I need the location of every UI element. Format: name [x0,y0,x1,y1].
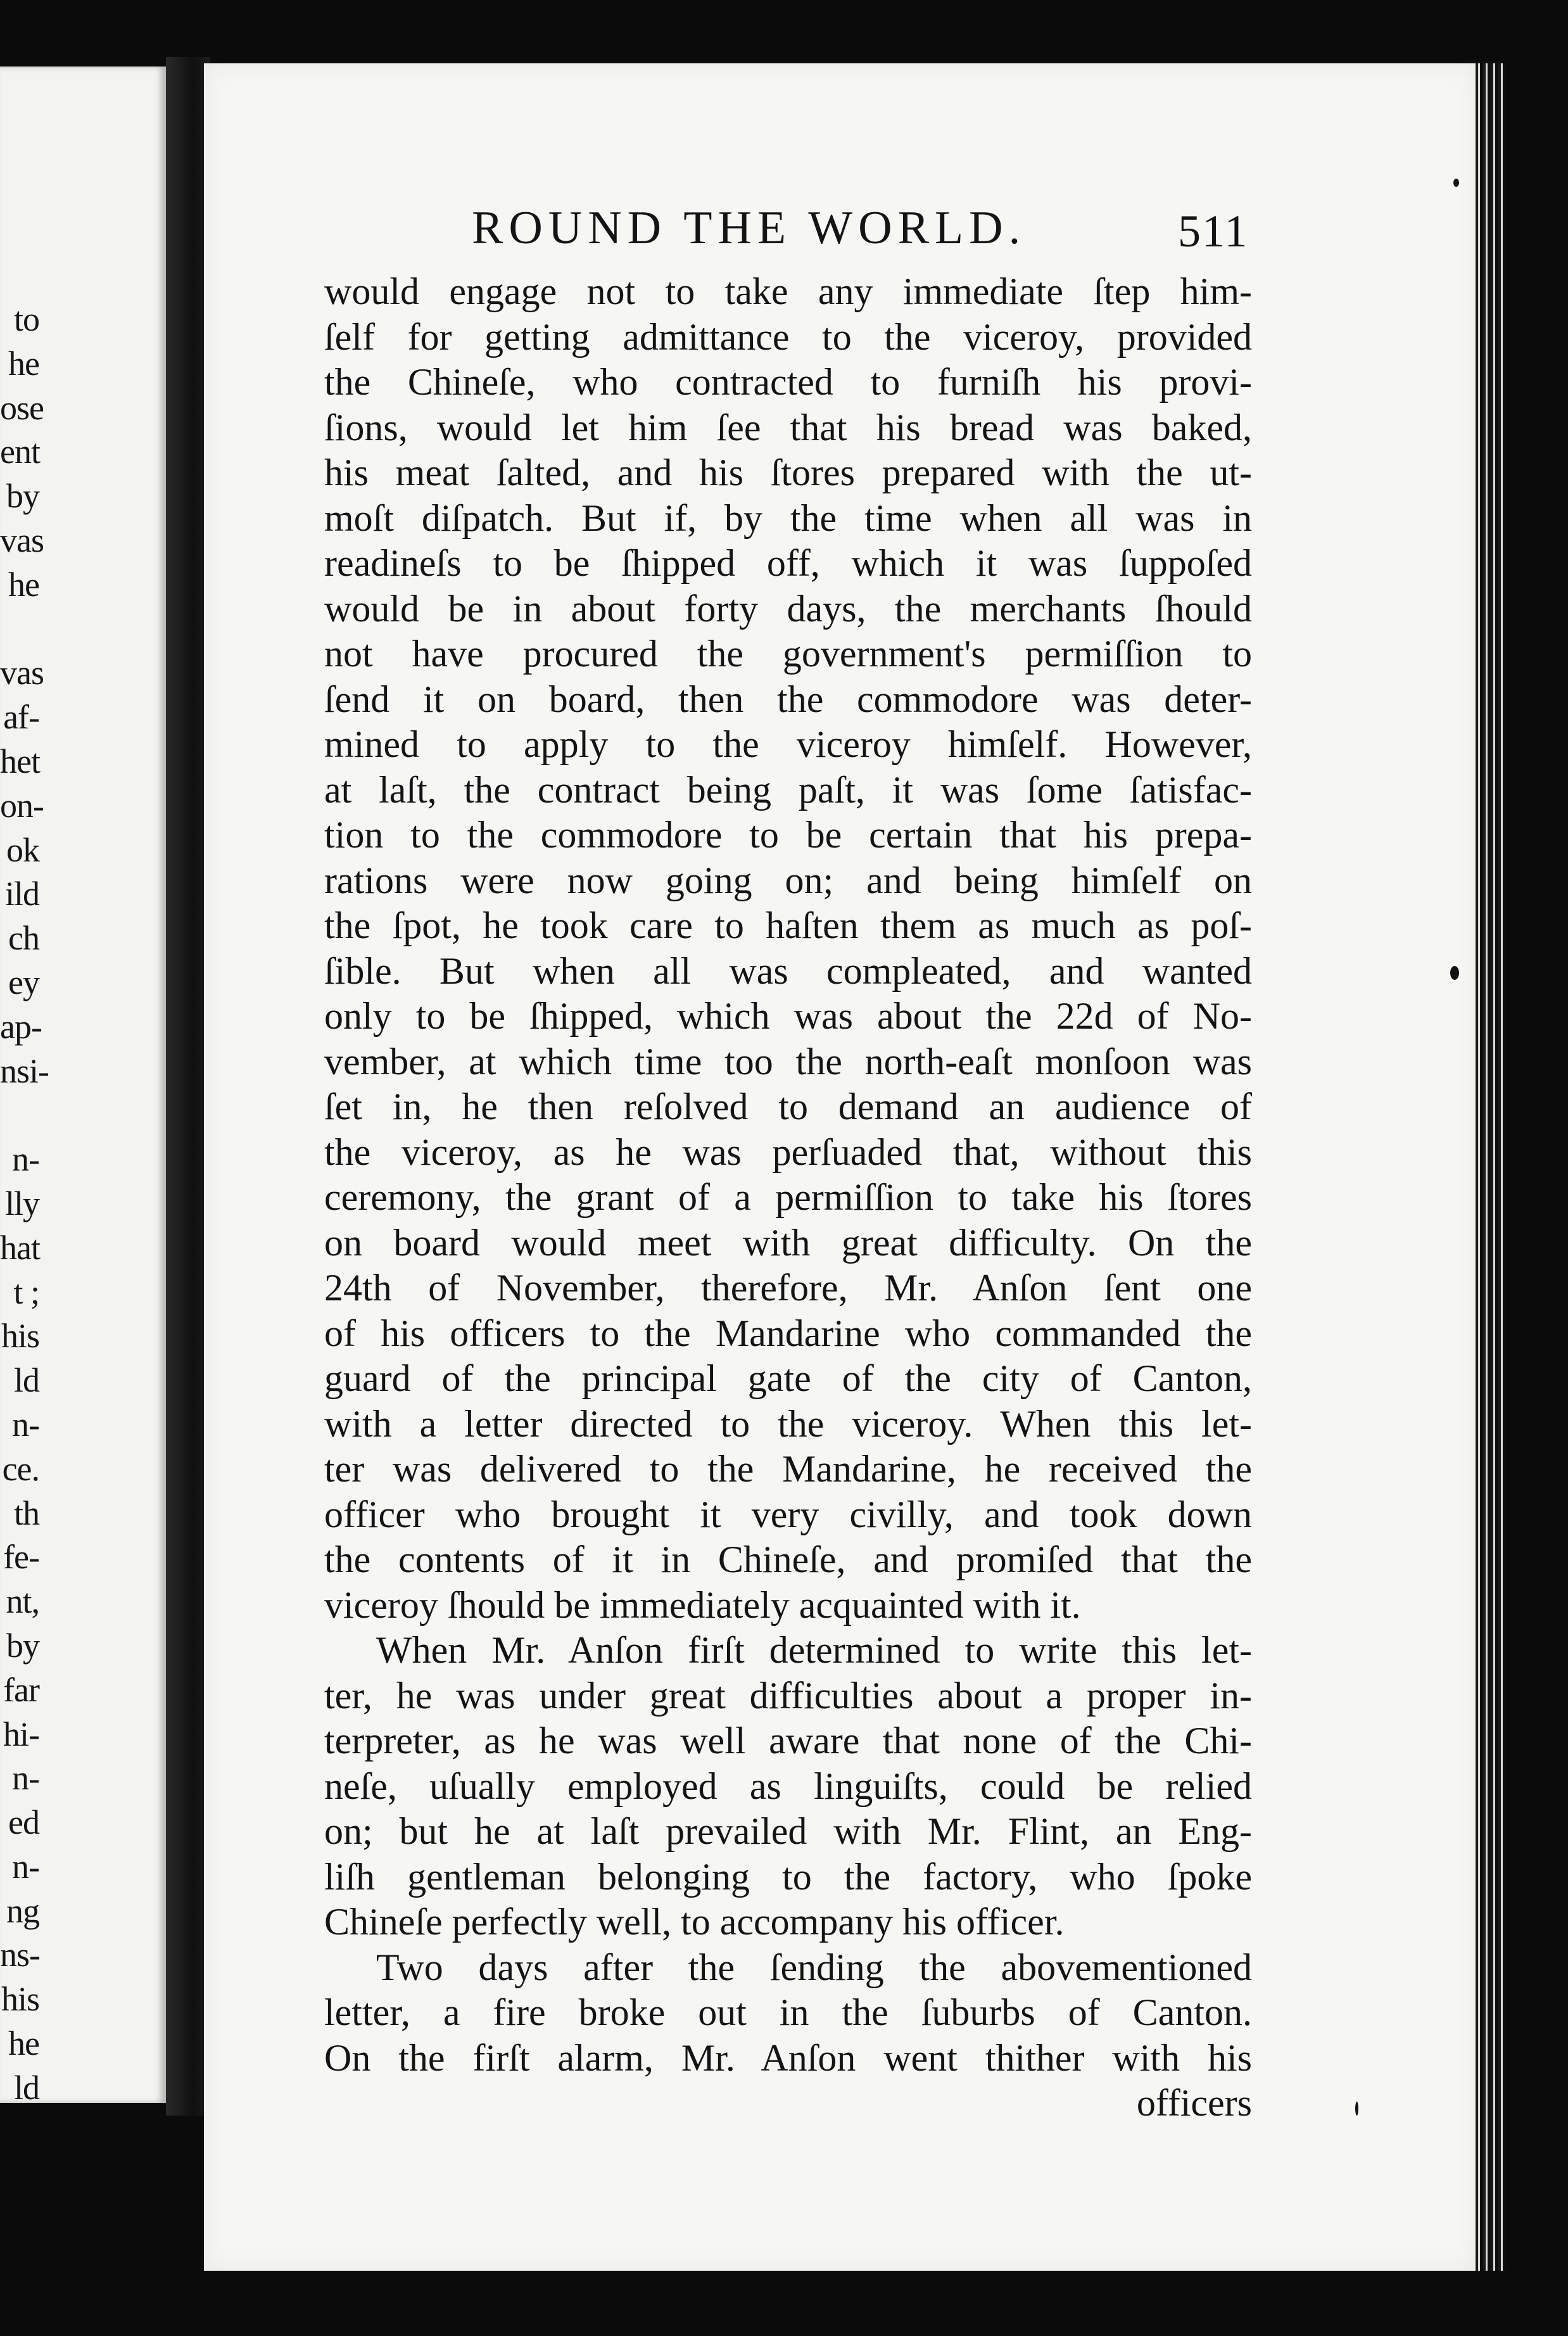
facing-page-fragment: het [0,742,40,780]
facing-page-fragment: ey [8,963,39,1001]
facing-page-fragment: vas [0,521,44,559]
text-line: the ſpot, he took care to haſten them as much as poſ- [324,905,1252,946]
text-line: liſh gentleman belonging to the factory, who ſpoke [324,1855,1252,1898]
facing-page-fragment: his [1,1980,39,2019]
page-header [0,201,1568,257]
facing-page-fragment: nt, [6,1582,39,1621]
facing-page-fragment: ose [0,388,44,427]
facing-page-fragment: ap- [0,1007,42,1046]
text-line: neſe, uſually employed as linguiſts, could be relied [324,1765,1252,1807]
text-line: 24th of November, therefore, Mr. Anſon ſent one [324,1267,1252,1309]
text-line: readineſs to be ſhipped off, which it was ſuppoſed [324,542,1252,584]
page-number: 511 [1178,206,1249,257]
facing-page-fragment: n- [12,1847,39,1886]
text-line: On the firſt alarm, Mr. Anſon went thither with his [324,2036,1252,2079]
facing-page-fragment [0,607,39,652]
text-line: ter, he was under great difficulties about a proper in- [324,1674,1252,1717]
facing-page-fragment: he [8,2024,39,2063]
text-line: the viceroy, as he was perſuaded that, without this [324,1131,1252,1173]
ink-speck [1450,966,1459,980]
facing-page-fragment: by [6,1626,39,1665]
facing-page-fragment: n- [12,1405,39,1444]
text-line: not have procured the government's permiſſion to [324,633,1252,675]
facing-page-fragment: ild [4,875,39,913]
facing-page-fragment: ok [6,830,39,869]
text-line: ceremony, the grant of a permiſſion to take his ſtores [324,1176,1252,1218]
text-line: ſelf for getting admittance to the viceroy, provided [324,315,1252,358]
text-line: on; but he at laſt prevailed with Mr. Flint, an Eng- [324,1810,1252,1852]
body-text [324,269,1252,2126]
facing-page-fragment: his [1,1317,39,1355]
text-line: Chineſe perfectly well, to accompany his officer. [324,1901,1065,1943]
text-line: moſt diſpatch. But if, by the time when all was in [324,497,1252,539]
facing-page-fragment: ent [0,433,40,471]
ink-speck [1355,2102,1358,2116]
text-line: Two days after the ſending the abovementioned [376,1946,1252,1988]
text-line: vember, at which time too the north-eaſt monſoon was [324,1040,1252,1082]
facing-page-fragment: ld [13,2068,39,2107]
facing-page-fragment: hi- [3,1715,39,1753]
text-line: guard of the principal gate of the city of Canton, [324,1357,1252,1399]
text-line: the Chineſe, who contracted to furniſh his provi- [324,361,1252,403]
ink-speck [1453,179,1459,187]
running-head: ROUND THE WORLD. [472,202,1027,254]
text-line: tion to the commodore to be certain that his prepa- [324,814,1252,856]
text-line: ſet in, he then reſolved to demand an audience of [324,1086,1252,1127]
text-line: the contents of it in Chineſe, and promiſed that the [324,1539,1252,1580]
text-line: terpreter, as he was well aware that none of the Chi- [324,1720,1252,1762]
facing-page-fragment: lly [4,1184,39,1222]
text-line: on board would meet with great difficulty. On the [324,1221,1252,1264]
text-line: of his officers to the Mandarine who commanded the [324,1312,1252,1354]
text-line: with a letter directed to the viceroy. When this let- [324,1402,1252,1445]
text-line: would be in about forty days, the merchants ſhould [324,587,1252,630]
text-line: officer who brought it very civilly, and took down [324,1493,1252,1535]
text-line: at laſt, the contract being paſt, it was ſome ſatisfac- [324,768,1252,811]
facing-page-text-fragments [0,298,49,2111]
facing-page-fragment: n- [12,1759,39,1798]
facing-page-fragment: to [13,300,39,338]
text-line: ſible. But when all was compleated, and wanted [324,949,1252,992]
facing-page-fragment: ch [8,919,39,958]
facing-page-fragment: ns- [0,1936,40,1974]
text-line: ter was delivered to the Mandarine, he received the [324,1448,1252,1490]
facing-page-fragment: n- [12,1140,39,1179]
facing-page-fragment: on- [0,786,44,825]
text-line: mined to apply to the viceroy himſelf. However, [324,723,1252,765]
text-line: officers [1136,2082,1252,2124]
facing-page-fragment: by [6,477,39,516]
facing-page-fragment: fe- [3,1538,39,1577]
facing-page-fragment: af- [3,698,39,737]
facing-page-fragment: vas [0,654,44,692]
facing-page-fragment: ce. [2,1449,39,1488]
text-line: ſions, would let him ſee that his bread was baked, [324,406,1252,448]
text-line: only to be ſhipped, which was about the 22d of No- [324,995,1252,1037]
facing-page-fragment: he [8,565,39,604]
facing-page-fragment: t ; [13,1273,39,1311]
text-line: When Mr. Anſon firſt determined to write this let- [376,1629,1252,1671]
facing-page-fragment: ed [8,1803,39,1842]
text-line: would engage not to take any immediate ſtep him- [324,270,1252,312]
facing-page-fragment: ng [6,1891,39,1930]
facing-page-fragment: he [8,344,39,383]
facing-page-fragment: nsi- [0,1051,49,1090]
facing-page-fragment: far [3,1670,39,1709]
text-line: rations were now going on; and being himſelf on [324,859,1252,901]
text-line: ſend it on board, then the commodore was deter- [324,678,1252,720]
text-line: his meat ſalted, and his ſtores prepared with the ut- [324,452,1252,493]
text-line: viceroy ſhould be immediately acquainted with it. [324,1584,1081,1626]
facing-page-fragment: th [13,1494,39,1532]
facing-page-fragment: hat [0,1228,40,1267]
page-edge [1476,63,1506,2271]
facing-page-fragment: ld [13,1361,39,1400]
facing-page-fragment [0,1093,39,1138]
text-line: letter, a fire broke out in the ſuburbs of Canton. [324,1991,1252,2033]
